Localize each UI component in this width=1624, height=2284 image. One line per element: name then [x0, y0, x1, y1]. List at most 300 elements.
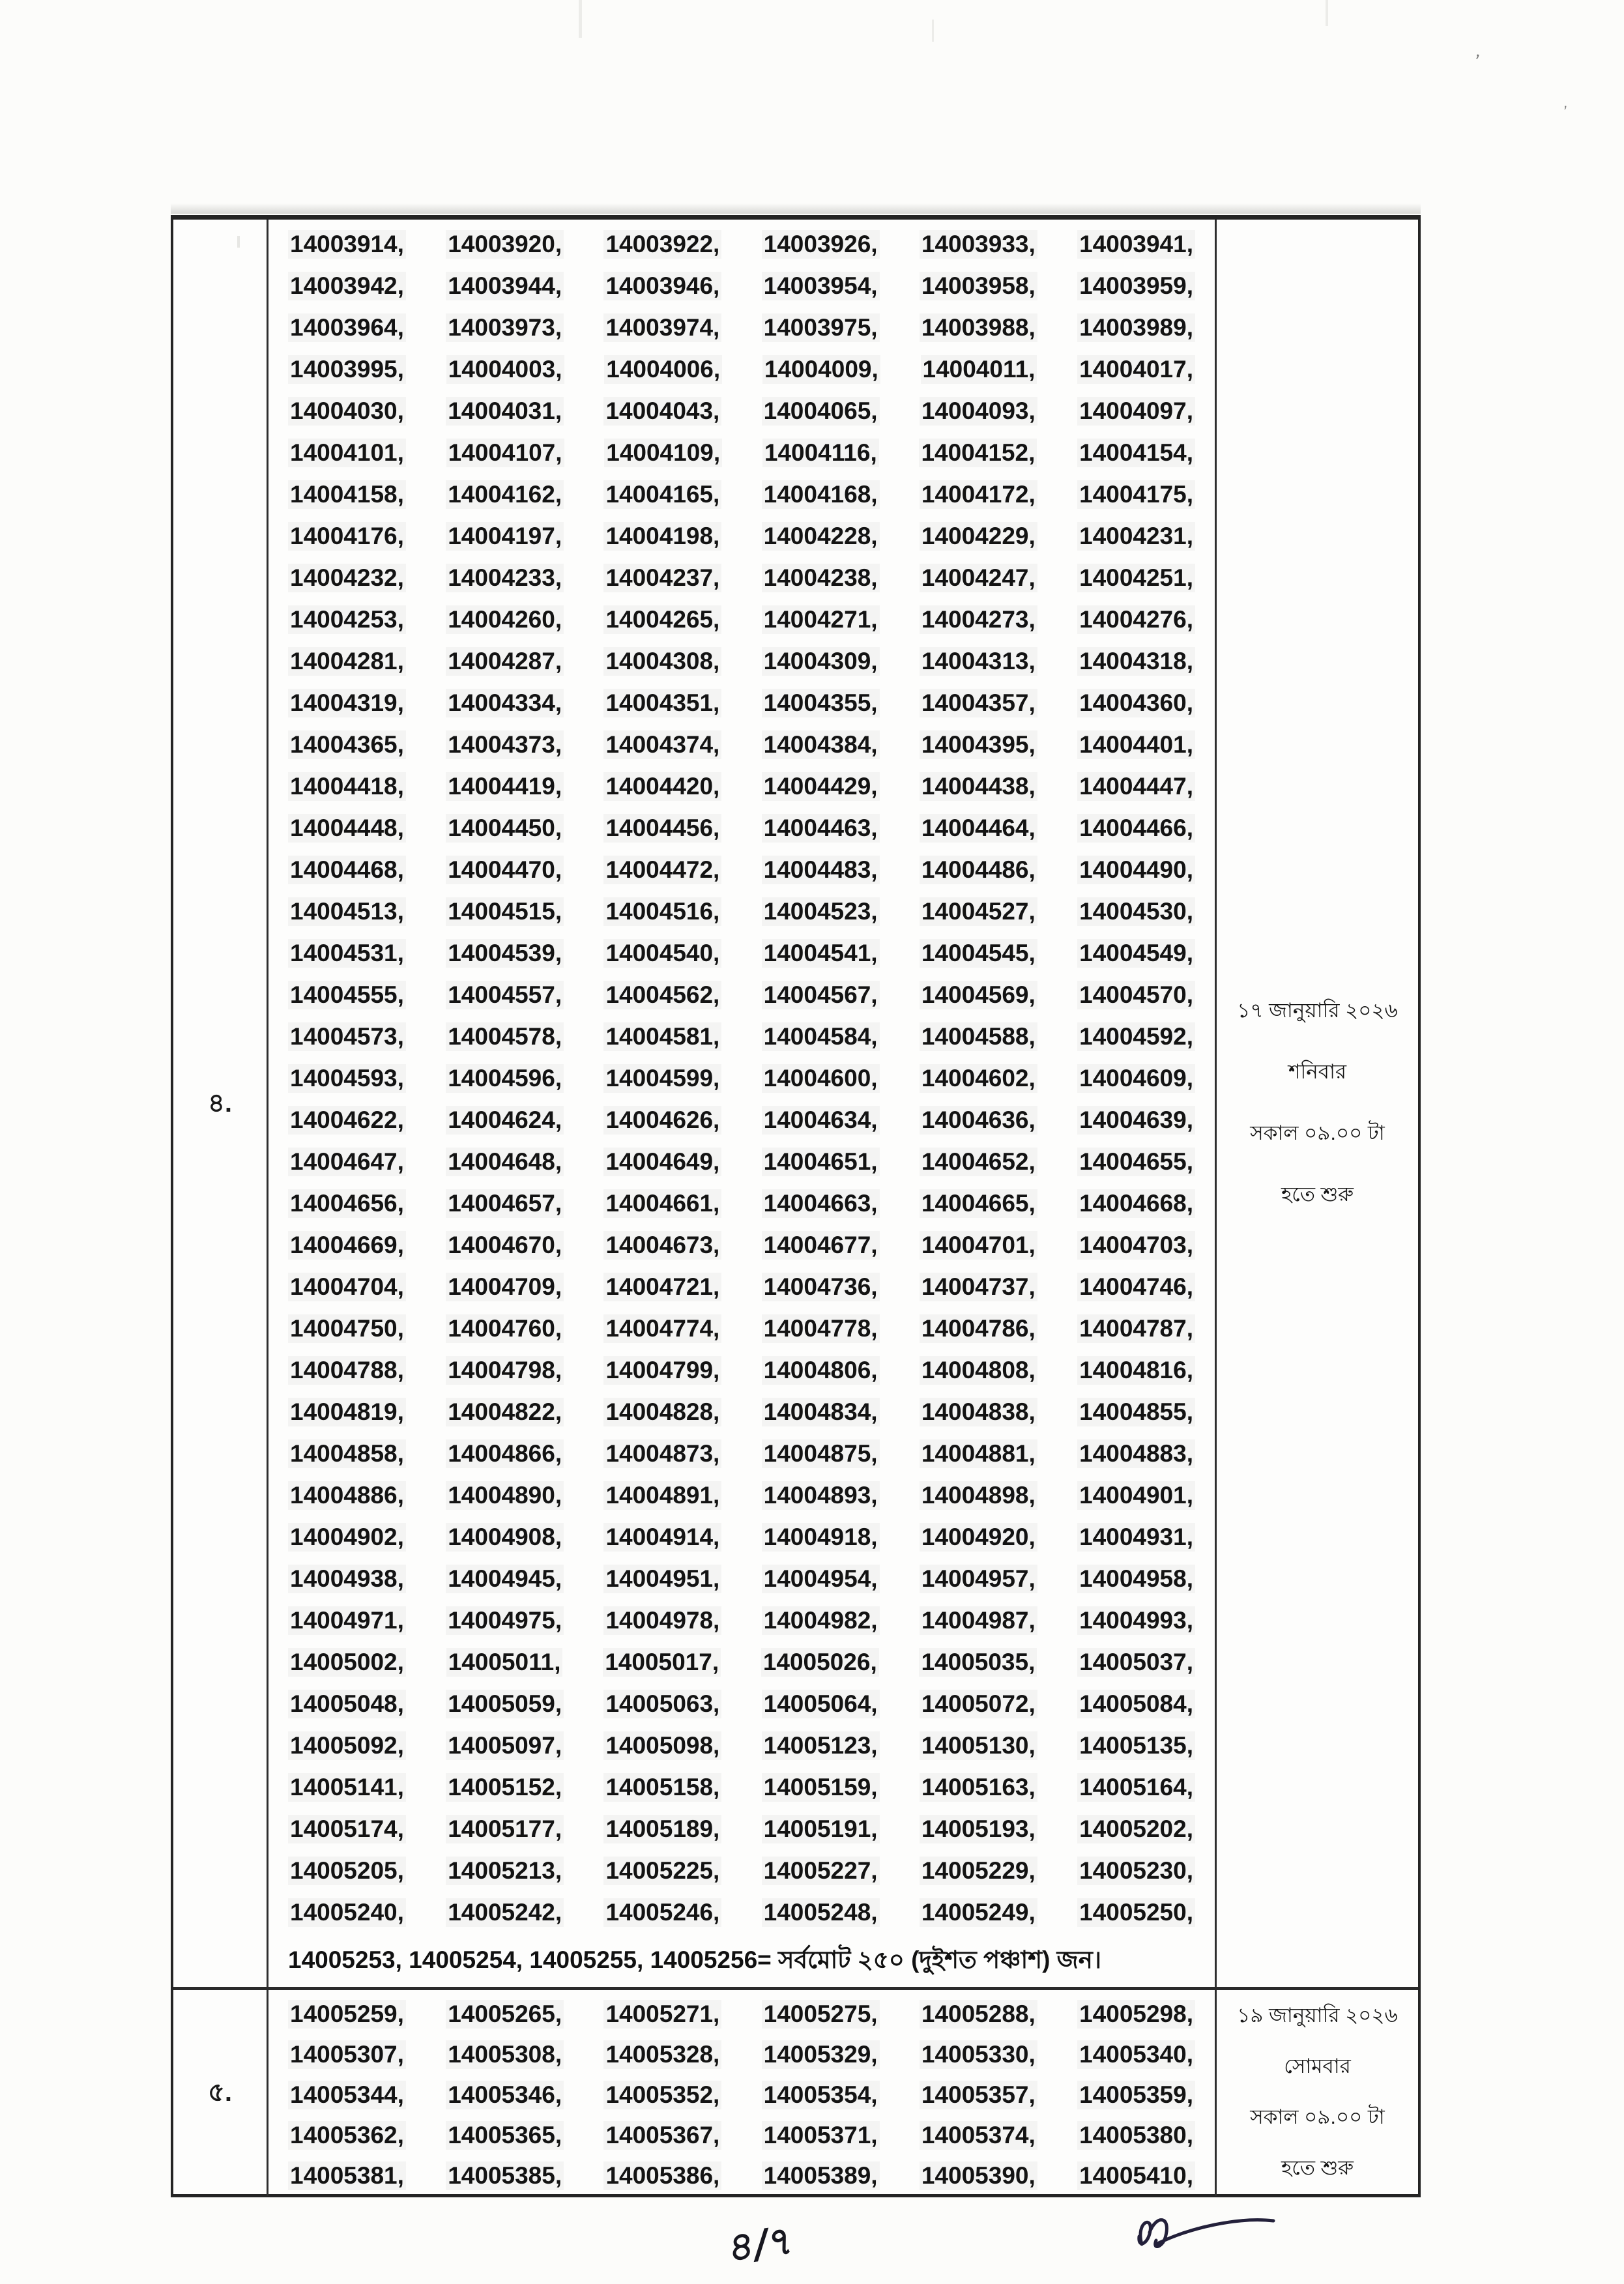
roll-number: 14004172, — [920, 480, 1037, 509]
roll-number: 14004993, — [1077, 1606, 1195, 1635]
roll-number: 14005225, — [603, 1857, 721, 1885]
roll-number-row — [288, 1350, 1195, 1391]
roll-number: 14004116, — [762, 439, 879, 467]
scan-streak — [579, 0, 582, 38]
roll-number: 14004011, — [921, 355, 1037, 384]
roll-number: 14004958, — [1077, 1565, 1195, 1593]
roll-number: 14004237, — [603, 564, 721, 592]
roll-number: 14003920, — [446, 230, 564, 259]
roll-number: 14004308, — [603, 647, 721, 676]
roll-number: 14004539, — [446, 939, 564, 968]
schedule-line: শনিবার — [1288, 1060, 1346, 1083]
roll-number: 14004799, — [603, 1356, 721, 1385]
roll-number-row — [288, 349, 1195, 390]
roll-number-row — [288, 1058, 1195, 1099]
roll-number: 14004750, — [288, 1314, 406, 1343]
roll-number: 14004569, — [920, 981, 1037, 1009]
roll-number: 14005159, — [762, 1773, 880, 1802]
roll-number: 14004816, — [1077, 1356, 1195, 1385]
roll-number: 14004593, — [288, 1064, 406, 1093]
roll-number: 14004466, — [1077, 814, 1195, 843]
roll-number: 14005307, — [288, 2040, 406, 2069]
roll-number: 14005035, — [919, 1648, 1037, 1677]
roll-number-row — [288, 849, 1195, 891]
roll-number: 14004881, — [920, 1439, 1037, 1468]
roll-number: 14004516, — [603, 897, 721, 926]
schedule-line: সকাল ০৯.০০ টা — [1250, 1121, 1385, 1144]
roll-number: 14004668, — [1077, 1189, 1195, 1218]
ink-speck: ’ — [1561, 102, 1568, 121]
roll-number: 14005365, — [446, 2121, 564, 2150]
roll-number: 14004527, — [920, 897, 1037, 926]
roll-number: 14004152, — [919, 439, 1037, 467]
roll-number: 14004957, — [920, 1565, 1037, 1593]
roll-number: 14005227, — [762, 1857, 880, 1885]
roll-number: 14004271, — [762, 605, 880, 634]
roll-number: 14005346, — [446, 2081, 564, 2109]
roll-number: 14004677, — [762, 1231, 880, 1260]
roll-number: 14004806, — [762, 1356, 880, 1385]
roll-number: 14004472, — [603, 856, 721, 884]
roll-number: 14003958, — [920, 272, 1037, 300]
roll-number-row — [288, 1391, 1195, 1433]
roll-number: 14003988, — [920, 313, 1037, 342]
schedule-line: হতে শুরু — [1281, 1183, 1354, 1206]
roll-number: 14005271, — [603, 2000, 721, 2029]
roll-number: 14005123, — [762, 1731, 880, 1760]
roll-number: 14004570, — [1077, 981, 1195, 1009]
roll-number: 14004513, — [288, 897, 406, 926]
roll-number: 14004373, — [446, 730, 564, 759]
roll-number: 14005017, — [603, 1648, 721, 1677]
roll-number: 14004541, — [762, 939, 880, 968]
roll-number: 14005340, — [1077, 2040, 1195, 2069]
roll-number: 14004419, — [446, 772, 564, 801]
roll-number: 14004592, — [1077, 1022, 1195, 1051]
roll-number: 14004639, — [1077, 1106, 1195, 1135]
roll-number: 14005205, — [288, 1857, 406, 1885]
roll-number: 14004447, — [1077, 772, 1195, 801]
roll-number-row — [288, 2075, 1195, 2115]
roll-number: 14005240, — [288, 1898, 406, 1927]
roll-number: 14004665, — [920, 1189, 1037, 1218]
roll-number: 14004599, — [603, 1064, 721, 1093]
roll-number-row — [288, 2156, 1195, 2196]
roll-number: 14004945, — [446, 1565, 564, 1593]
roll-number-row — [288, 2034, 1195, 2075]
roll-number: 14004197, — [446, 522, 564, 551]
roll-number: 14004017, — [1077, 355, 1195, 384]
roll-number: 14004231, — [1077, 522, 1195, 551]
roll-numbers-cell — [268, 1990, 1217, 2196]
roll-number: 14005098, — [603, 1731, 721, 1760]
scan-smudge — [171, 203, 1421, 214]
roll-number-row — [288, 1683, 1195, 1725]
roll-number: 14004649, — [603, 1148, 721, 1176]
roll-number: 14005193, — [920, 1815, 1037, 1843]
roll-number: 14004971, — [288, 1606, 406, 1635]
roll-number: 14003933, — [920, 230, 1037, 259]
scan-streak — [932, 20, 934, 42]
roll-number: 14005374, — [920, 2121, 1037, 2150]
roll-number: 14003914, — [288, 230, 406, 259]
roll-number: 14004652, — [920, 1148, 1037, 1176]
roll-number: 14004233, — [446, 564, 564, 592]
roll-number: 14004450, — [446, 814, 564, 843]
roll-number: 14004228, — [762, 522, 880, 551]
signature-scribble — [1118, 2204, 1281, 2264]
roll-number: 14005152, — [446, 1773, 564, 1802]
roll-number: 14003973, — [446, 313, 564, 342]
roll-number: 14004954, — [762, 1565, 880, 1593]
roll-number: 14005265, — [446, 2000, 564, 2029]
roll-number: 14005352, — [603, 2081, 721, 2109]
roll-number: 14004721, — [603, 1273, 721, 1301]
roll-number-row — [288, 224, 1195, 265]
roll-number: 14004395, — [920, 730, 1037, 759]
roll-number: 14004647, — [288, 1148, 406, 1176]
roll-number: 14004661, — [603, 1189, 721, 1218]
roll-number: 14004737, — [920, 1273, 1037, 1301]
roll-number: 14005064, — [762, 1690, 880, 1718]
roll-number: 14004281, — [288, 647, 406, 676]
roll-number: 14005242, — [446, 1898, 564, 1927]
roll-number: 14004584, — [762, 1022, 880, 1051]
roll-number: 14004523, — [762, 897, 880, 926]
roll-number: 14003989, — [1077, 313, 1195, 342]
roll-number: 14004931, — [1077, 1523, 1195, 1552]
roll-number: 14005380, — [1077, 2121, 1195, 2150]
roll-number: 14004746, — [1077, 1273, 1195, 1301]
roll-number: 14004555, — [288, 981, 406, 1009]
roll-number: 14004798, — [446, 1356, 564, 1385]
roll-number: 14004778, — [762, 1314, 880, 1343]
roll-number: 14004626, — [603, 1106, 721, 1135]
roll-number: 14004883, — [1077, 1439, 1195, 1468]
roll-number: 14004669, — [288, 1231, 406, 1260]
roll-number: 14005329, — [762, 2040, 880, 2069]
ink-speck: ’ — [1472, 50, 1481, 73]
roll-number: 14004165, — [603, 480, 721, 509]
roll-number: 14005213, — [446, 1857, 564, 1885]
roll-number: 14004760, — [446, 1314, 564, 1343]
roll-number: 14004006, — [604, 355, 722, 384]
roll-number: 14004456, — [603, 814, 721, 843]
roll-number: 14004486, — [920, 856, 1037, 884]
roll-number-row — [288, 1099, 1195, 1141]
roll-number: 14004360, — [1077, 689, 1195, 717]
roll-number-row — [288, 265, 1195, 307]
schedule-line: সকাল ০৯.০০ টা — [1250, 2105, 1385, 2128]
roll-number-row — [288, 1641, 1195, 1683]
exam-schedule-cell — [1217, 1990, 1418, 2196]
handwritten-page-number: ৪/৭ — [728, 2217, 794, 2272]
roll-number: 14005130, — [920, 1731, 1037, 1760]
roll-number: 14004318, — [1077, 647, 1195, 676]
roll-number: 14004265, — [603, 605, 721, 634]
roll-number: 14005026, — [761, 1648, 879, 1677]
roll-number: 14004886, — [288, 1481, 406, 1510]
roll-number: 14004515, — [446, 897, 564, 926]
roll-number: 14004938, — [288, 1565, 406, 1593]
roll-number: 14005410, — [1077, 2161, 1195, 2190]
roll-number: 14003944, — [446, 272, 564, 300]
roll-number: 14005362, — [288, 2121, 406, 2150]
roll-number: 14005230, — [1077, 1857, 1195, 1885]
roll-number-row — [288, 1224, 1195, 1266]
roll-number: 14004313, — [920, 647, 1037, 676]
roll-number: 14004838, — [920, 1398, 1037, 1426]
roll-number: 14005357, — [920, 2081, 1037, 2109]
section-total-line: 14005253, 14005254, 14005255, 14005256= সর্বমোট ২৫০ (দুইশত পঞ্চাশ) জন। — [288, 1946, 1102, 1973]
roll-number-row — [288, 1308, 1195, 1350]
roll-number-row — [288, 1725, 1195, 1767]
roll-number: 14004158, — [288, 480, 406, 509]
roll-number: 14004101, — [288, 439, 406, 467]
roll-number: 14005359, — [1077, 2081, 1195, 2109]
roll-number: 14005177, — [446, 1815, 564, 1843]
roll-number-row — [288, 891, 1195, 932]
roll-number-row — [288, 641, 1195, 682]
roll-number: 14004384, — [762, 730, 880, 759]
roll-number: 14005163, — [920, 1773, 1037, 1802]
roll-number: 14004154, — [1077, 439, 1195, 467]
roll-number: 14004319, — [288, 689, 406, 717]
roll-number: 14005189, — [603, 1815, 721, 1843]
roll-number-row — [288, 1516, 1195, 1558]
roll-number: 14004260, — [446, 605, 564, 634]
roll-number-row — [288, 1767, 1195, 1808]
roll-number-row — [288, 307, 1195, 349]
roll-number: 14004557, — [446, 981, 564, 1009]
exam-schedule-cell — [1217, 220, 1418, 1988]
roll-number: 14004588, — [920, 1022, 1037, 1051]
roll-number: 14005389, — [762, 2161, 880, 2190]
roll-number: 14003959, — [1077, 272, 1195, 300]
roll-number: 14004736, — [762, 1273, 880, 1301]
roll-number: 14004901, — [1077, 1481, 1195, 1510]
roll-number: 14004918, — [762, 1523, 880, 1552]
roll-number: 14004622, — [288, 1106, 406, 1135]
roll-number-row — [288, 1141, 1195, 1183]
roll-number: 14004030, — [288, 397, 406, 426]
roll-number: 14004468, — [288, 856, 406, 884]
roll-number: 14004448, — [288, 814, 406, 843]
schedule-line: ১৯ জানুয়ারি ২০২৬ — [1237, 2004, 1398, 2027]
roll-number-row — [288, 974, 1195, 1016]
schedule-line: হতে শুরু — [1281, 2156, 1354, 2179]
roll-number: 14004873, — [603, 1439, 721, 1468]
roll-number-row — [288, 1808, 1195, 1850]
roll-number: 14004229, — [920, 522, 1037, 551]
roll-number: 14004596, — [446, 1064, 564, 1093]
roll-number: 14004420, — [603, 772, 721, 801]
roll-number: 14005164, — [1077, 1773, 1195, 1802]
roll-number-row — [288, 1994, 1195, 2034]
roll-number: 14004253, — [288, 605, 406, 634]
roll-number: 14004898, — [920, 1481, 1037, 1510]
roll-number: 14005002, — [288, 1648, 406, 1677]
table-row-serial-5 — [173, 1987, 1418, 2196]
roll-number: 14004866, — [446, 1439, 564, 1468]
roll-number: 14003946, — [603, 272, 721, 300]
roll-number-row — [288, 1266, 1195, 1308]
serial-number-cell — [173, 1990, 268, 2196]
roll-number: 14004334, — [446, 689, 564, 717]
roll-number: 14004578, — [446, 1022, 564, 1051]
scan-streak — [237, 236, 240, 248]
roll-number: 14005248, — [762, 1898, 880, 1927]
roll-number-row — [288, 599, 1195, 641]
roll-number: 14004562, — [603, 981, 721, 1009]
roll-number: 14005072, — [920, 1690, 1037, 1718]
roll-number: 14004418, — [288, 772, 406, 801]
roll-number: 14004276, — [1077, 605, 1195, 634]
serial-label: ৪. — [207, 1088, 233, 1118]
roll-number: 14004545, — [920, 939, 1037, 968]
roll-number: 14004009, — [762, 355, 880, 384]
roll-number: 14004401, — [1077, 730, 1195, 759]
roll-number-row — [288, 1850, 1195, 1892]
roll-number: 14005011, — [446, 1648, 563, 1677]
roll-number: 14005298, — [1077, 2000, 1195, 2029]
roll-number: 14003964, — [288, 313, 406, 342]
roll-number: 14004834, — [762, 1398, 880, 1426]
roll-number: 14005381, — [288, 2161, 406, 2190]
roll-number: 14004287, — [446, 647, 564, 676]
roll-number: 14004107, — [446, 439, 564, 467]
roll-number: 14003995, — [288, 355, 406, 384]
roll-number: 14004788, — [288, 1356, 406, 1385]
roll-number: 14004549, — [1077, 939, 1195, 968]
schedule-line: ১৭ জানুয়ারি ২০২৬ — [1237, 999, 1398, 1022]
roll-number: 14005275, — [762, 2000, 880, 2029]
roll-number-row — [288, 390, 1195, 432]
serial-number-cell — [173, 220, 268, 1988]
roll-number: 14005308, — [446, 2040, 564, 2069]
roll-number: 14004273, — [920, 605, 1037, 634]
roll-number: 14005259, — [288, 2000, 406, 2029]
roll-number: 14005037, — [1077, 1648, 1195, 1677]
roll-number: 14004483, — [762, 856, 880, 884]
roll-number-row — [288, 932, 1195, 974]
roll-number: 14004168, — [762, 480, 880, 509]
roll-number: 14004438, — [920, 772, 1037, 801]
roll-number: 14003942, — [288, 272, 406, 300]
roll-number: 14005328, — [603, 2040, 721, 2069]
roll-number: 14004875, — [762, 1439, 880, 1468]
roll-number-row — [288, 1558, 1195, 1600]
roll-number: 14004463, — [762, 814, 880, 843]
roll-number: 14003926, — [762, 230, 880, 259]
roll-number: 14004043, — [603, 397, 721, 426]
roll-number-row — [288, 1016, 1195, 1058]
roll-number-row — [288, 1892, 1195, 1933]
roll-number: 14004663, — [762, 1189, 880, 1218]
roll-number: 14004648, — [446, 1148, 564, 1176]
roll-number: 14004238, — [762, 564, 880, 592]
roll-number: 14004819, — [288, 1398, 406, 1426]
roll-number: 14004470, — [446, 856, 564, 884]
roll-number: 14004987, — [920, 1606, 1037, 1635]
roll-numbers-cell — [268, 220, 1217, 1988]
roll-number: 14004893, — [762, 1481, 880, 1510]
roll-number: 14004175, — [1077, 480, 1195, 509]
roll-number: 14005354, — [762, 2081, 880, 2109]
roll-number: 14005202, — [1077, 1815, 1195, 1843]
roll-number: 14005135, — [1077, 1731, 1195, 1760]
roll-number: 14004355, — [762, 689, 880, 717]
roll-number: 14004657, — [446, 1189, 564, 1218]
roll-number: 14005092, — [288, 1731, 406, 1760]
roll-number: 14004670, — [446, 1231, 564, 1260]
roll-number-row — [288, 2115, 1195, 2156]
roll-number: 14004951, — [603, 1565, 721, 1593]
roll-number: 14004703, — [1077, 1231, 1195, 1260]
roll-number: 14004908, — [446, 1523, 564, 1552]
roll-number: 14005367, — [603, 2121, 721, 2150]
roll-number: 14005229, — [920, 1857, 1037, 1885]
roll-number: 14005386, — [603, 2161, 721, 2190]
roll-number-row — [288, 682, 1195, 724]
roll-number: 14005390, — [920, 2161, 1037, 2190]
roll-number: 14004232, — [288, 564, 406, 592]
roll-number: 14003941, — [1077, 230, 1195, 259]
roll-number: 14004709, — [446, 1273, 564, 1301]
roll-number: 14003922, — [603, 230, 721, 259]
roll-number: 14004251, — [1077, 564, 1195, 592]
roll-number: 14004490, — [1077, 856, 1195, 884]
roll-number: 14004890, — [446, 1481, 564, 1510]
roll-number: 14004031, — [446, 397, 564, 426]
roll-number-row — [288, 557, 1195, 599]
roll-number: 14004822, — [446, 1398, 564, 1426]
roll-number: 14004704, — [288, 1273, 406, 1301]
roll-number: 14004567, — [762, 981, 880, 1009]
roll-number: 14004464, — [920, 814, 1037, 843]
roll-number: 14003975, — [762, 313, 880, 342]
roll-number: 14004065, — [762, 397, 880, 426]
roll-number: 14005288, — [920, 2000, 1037, 2029]
roll-number: 14004656, — [288, 1189, 406, 1218]
roll-number: 14003954, — [762, 272, 880, 300]
roll-number: 14005344, — [288, 2081, 406, 2109]
roll-number: 14004651, — [762, 1148, 880, 1176]
roll-number: 14004982, — [762, 1606, 880, 1635]
roll-number: 14004309, — [762, 647, 880, 676]
roll-number: 14004357, — [920, 689, 1037, 717]
roll-number: 14003974, — [603, 313, 721, 342]
roll-number: 14004530, — [1077, 897, 1195, 926]
roll-number: 14004109, — [604, 439, 722, 467]
roll-number: 14005059, — [446, 1690, 564, 1718]
roll-number: 14004003, — [446, 355, 564, 384]
roll-number-row — [288, 474, 1195, 515]
roll-number: 14004365, — [288, 730, 406, 759]
roll-number: 14005250, — [1077, 1898, 1195, 1927]
roll-number-row — [288, 1183, 1195, 1224]
roll-number: 14005097, — [446, 1731, 564, 1760]
roll-number: 14004701, — [920, 1231, 1037, 1260]
roll-number: 14004891, — [603, 1481, 721, 1510]
roll-number: 14005174, — [288, 1815, 406, 1843]
roll-number: 14004351, — [603, 689, 721, 717]
roll-number: 14004902, — [288, 1523, 406, 1552]
roll-number: 14005385, — [446, 2161, 564, 2190]
roll-number: 14004634, — [762, 1106, 880, 1135]
roll-number: 14004581, — [603, 1022, 721, 1051]
roll-number: 14004531, — [288, 939, 406, 968]
